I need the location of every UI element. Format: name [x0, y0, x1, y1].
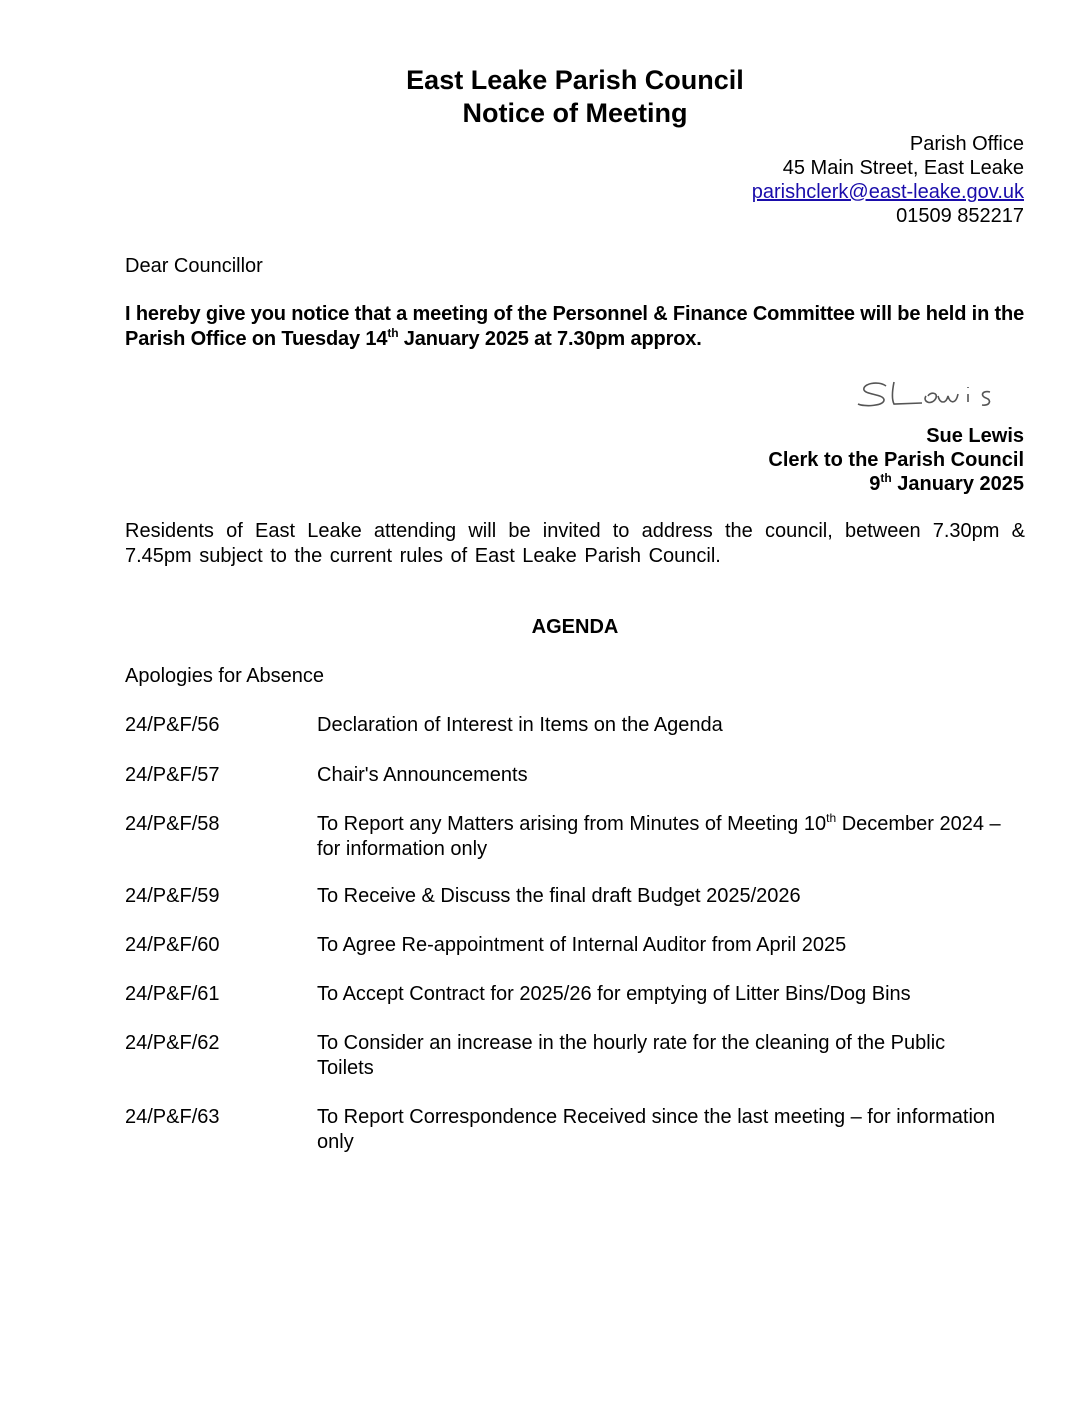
notice-text-2: January 2025 at 7.30pm approx.	[398, 328, 702, 350]
agenda-item-text: Declaration of Interest in Items on the Agenda	[317, 714, 723, 736]
notice-text-1: I hereby give you notice that a meeting of the Personnel & Finance Committee will be held in the Parish Office on Tuesday 14	[125, 303, 1025, 350]
agenda-item-code: 24/P&F/61	[125, 983, 220, 1005]
agenda-item-text: To Receive & Discuss the final draft Budget 2025/2026	[317, 885, 801, 907]
signature-stroke-ew	[925, 393, 958, 402]
meeting-notice	[125, 302, 1025, 352]
address-street: 45 Main Street, East Leake	[782, 157, 1024, 179]
residents-note: Residents of East Leake attending will be invited to address the council, between 7.30pm & 7.45pm subject to the current rules of East Leake Parish Council.	[125, 520, 1025, 567]
agenda-item-code: 24/P&F/59	[125, 885, 220, 907]
agenda-item-code: 24/P&F/58	[125, 813, 220, 835]
date-rest: January 2025	[891, 473, 1024, 495]
agenda-item-text	[317, 812, 1007, 862]
notice-date	[869, 472, 1024, 496]
agenda-item-text-b: December 2024 – for information only	[317, 813, 1001, 860]
agenda-item-code: 24/P&F/60	[125, 934, 220, 956]
agenda-item-text: To Agree Re-appointment of Internal Auditor from April 2025	[317, 934, 847, 956]
council-name-heading: East Leake Parish Council	[406, 65, 744, 95]
agenda-item-text: To Accept Contract for 2025/26 for emptying of Litter Bins/Dog Bins	[317, 983, 911, 1005]
address-office: Parish Office	[909, 133, 1024, 155]
signature-stroke-l	[893, 382, 923, 404]
apologies-item: Apologies for Absence	[125, 665, 325, 687]
signature-image	[850, 378, 1020, 412]
agenda-item-text: Chair's Announcements	[317, 764, 528, 786]
agenda-item-code: 24/P&F/57	[125, 764, 220, 786]
email-link[interactable]: parishclerk@east-leake.gov.uk	[751, 181, 1024, 203]
signature-stroke-s	[858, 383, 886, 406]
agenda-item-text: To Report Correspondence Received since the last meeting – for information only	[317, 1106, 996, 1153]
notice-sup: th	[387, 326, 399, 340]
clerk-name: Sue Lewis	[926, 425, 1024, 447]
agenda-heading: AGENDA	[531, 616, 619, 638]
date-sup: th	[880, 471, 892, 485]
signature-stroke-s2	[982, 392, 990, 406]
phone-number: 01509 852217	[896, 205, 1024, 227]
agenda-item-sup: th	[826, 811, 837, 825]
agenda-item-text-a: To Report any Matters arising from Minutes of Meeting 10	[317, 813, 827, 835]
salutation: Dear Councillor	[125, 255, 263, 277]
clerk-role: Clerk to the Parish Council	[768, 449, 1024, 471]
agenda-item-code: 24/P&F/63	[125, 1106, 220, 1128]
agenda-item-code: 24/P&F/56	[125, 714, 220, 736]
agenda-item-text: To Consider an increase in the hourly rate for the cleaning of the Public Toilets	[317, 1032, 946, 1079]
notice-of-meeting-heading: Notice of Meeting	[462, 98, 688, 128]
agenda-item-code: 24/P&F/62	[125, 1032, 220, 1054]
date-day: 9	[869, 473, 881, 495]
